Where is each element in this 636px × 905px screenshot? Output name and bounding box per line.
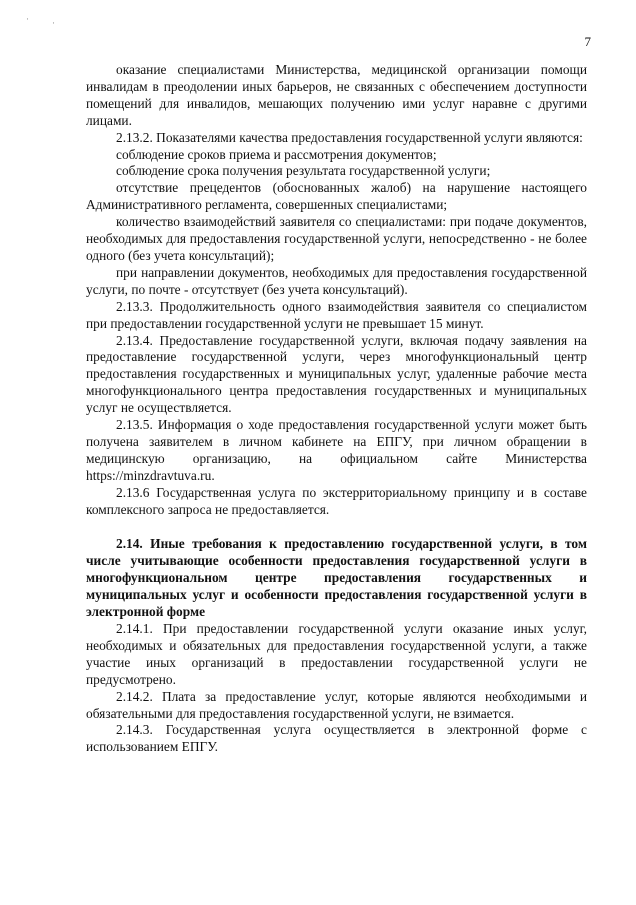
page-number: 7 [584,34,591,49]
paragraph: количество взаимодействий заявителя со специалистами: при подаче документов, необходимых для предоставления государственной услуги, непосредственно - не более одного (без учета консультаций); [86,214,587,263]
section-heading: 2.14. Иные требования к предоставлению государственной услуги, в том числе учитывающие особенности предоставления государственной услуги в многофункциональном центре предоставления государственных и муниципальных услуг и особенности предоставления государственной услуги в электронной форме [86,536,587,620]
scan-artifact: · [26,14,29,24]
paragraph: при направлении документов, необходимых для предоставления государственной услуги, по почте - отсутствует (без учета консультаций). [86,264,587,297]
paragraph: оказание специалистами Министерства, медицинской организации помощи инвалидам в преодолении иных барьеров, не связанных с обеспечением доступности помещений для инвалидов, мешающих получению ими услуг наравне с другими лицами. [86,62,587,128]
paragraph: 2.13.3. Продолжительность одного взаимодействия заявителя со специалистом при предоставлении государственной услуги не превышает 15 минут. [86,298,587,331]
paragraph: соблюдение срока получения результата государственной услуги; [116,163,491,179]
paragraph: 2.13.4. Предоставление государственной услуги, включая подачу заявления на предоставление государственной услуги, через многофункциональный центр предоставления государственных и муниципальных услуг, удаленные рабочие места многофункционального центра предоставления государственных и муниципальных услуг не осуществляется. [86,332,587,416]
paragraph: 2.13.6 Государственная услуга по экстерриториальному принципу и в составе комплексного запроса не предоставляется. [86,484,587,517]
paragraph: 2.14.3. Государственная услуга осуществляется в электронной форме с использованием ЕПГУ. [86,722,587,755]
paragraph: 2.13.5. Информация о ходе предоставления государственной услуги может быть получена заявителем в личном кабинете на ЕПГУ, при личном обращении в медицинскую организацию, на официальном сайте Министерства https://minzdravtuva.ru. [86,417,587,483]
paragraph: 2.14.1. При предоставлении государственной услуги оказание иных услуг, необходимых и обязательных для предоставления государственной услуги, а также участие иных организаций в предоставлении государственной услуги не предусмотрено. [86,621,587,687]
document-body [86,62,587,756]
paragraph: соблюдение сроков приема и рассмотрения документов; [116,146,437,162]
paragraph: 2.13.2. Показателями качества предоставления государственной услуги являются: [116,129,583,145]
paragraph: отсутствие прецедентов (обоснованных жалоб) на нарушение настоящего Административного регламента, совершенных специалистами; [86,180,587,213]
paragraph: 2.14.2. Плата за предоставление услуг, которые являются необходимыми и обязательными для предоставления государственной услуги, не взимается. [86,688,587,721]
scan-artifact: · [52,18,55,28]
